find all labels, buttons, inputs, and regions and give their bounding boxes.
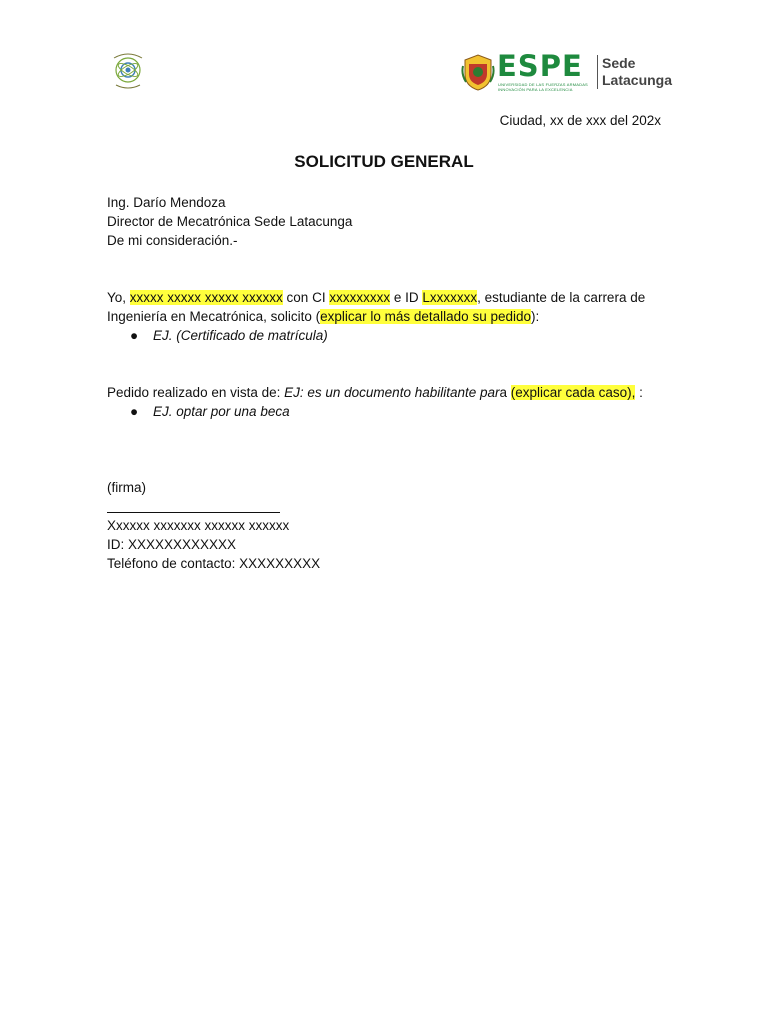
espe-subtitle: UNIVERSIDAD DE LAS FUERZAS ARMADAS INNOVACIÓN PARA LA EXCELENCIA: [498, 82, 588, 92]
request-line-1: Yo, xxxxx xxxxx xxxxx xxxxxx con CI xxxxxxxxx e ID Lxxxxxxx, estudiante de la carrera de: [107, 290, 646, 305]
reason-placeholder: (explicar cada caso),: [510, 385, 636, 400]
request-placeholder: explicar lo más detallado su pedido: [320, 309, 531, 324]
bullet-icon: ●: [130, 404, 139, 419]
espe-wordmark: ESPE: [497, 49, 583, 83]
request-line-2: Ingeniería en Mecatrónica, solicito (explicar lo más detallado su pedido):: [107, 309, 540, 324]
recipient-position: Director de Mecatrónica Sede Latacunga: [107, 214, 353, 229]
greeting: De mi consideración.-: [107, 233, 238, 248]
ci-placeholder: xxxxxxxxx: [329, 290, 391, 305]
espe-shield-icon: [461, 52, 495, 92]
signature-label: (firma): [107, 480, 146, 495]
name-placeholder: xxxxx xxxxx xxxxx xxxxxx: [129, 290, 283, 305]
bullet-icon: ●: [130, 328, 139, 343]
espe-logo: [461, 49, 673, 94]
id-placeholder: Lxxxxxxx: [422, 290, 478, 305]
logo-divider: [597, 55, 598, 89]
sede-label: Sede Latacunga: [602, 55, 673, 88]
document-title: SOLICITUD GENERAL: [294, 152, 474, 171]
mecatronica-seal-logo: [106, 48, 150, 92]
recipient-name: Ing. Darío Mendoza: [107, 195, 226, 210]
request-example: EJ. (Certificado de matrícula): [153, 328, 328, 343]
reason-line: Pedido realizado en vista de: EJ: es un documento habilitante para (explicar cada caso), :: [107, 385, 643, 400]
reason-example: EJ. optar por una beca: [153, 404, 290, 419]
date-line: Ciudad, xx de xxx del 202x: [499, 113, 661, 128]
signer-phone: Teléfono de contacto: XXXXXXXXX: [107, 556, 321, 571]
signer-id: ID: XXXXXXXXXXXX: [107, 537, 237, 552]
signature-line: [107, 512, 280, 513]
signer-name: Xxxxxx xxxxxxx xxxxxx xxxxxx: [107, 518, 290, 533]
